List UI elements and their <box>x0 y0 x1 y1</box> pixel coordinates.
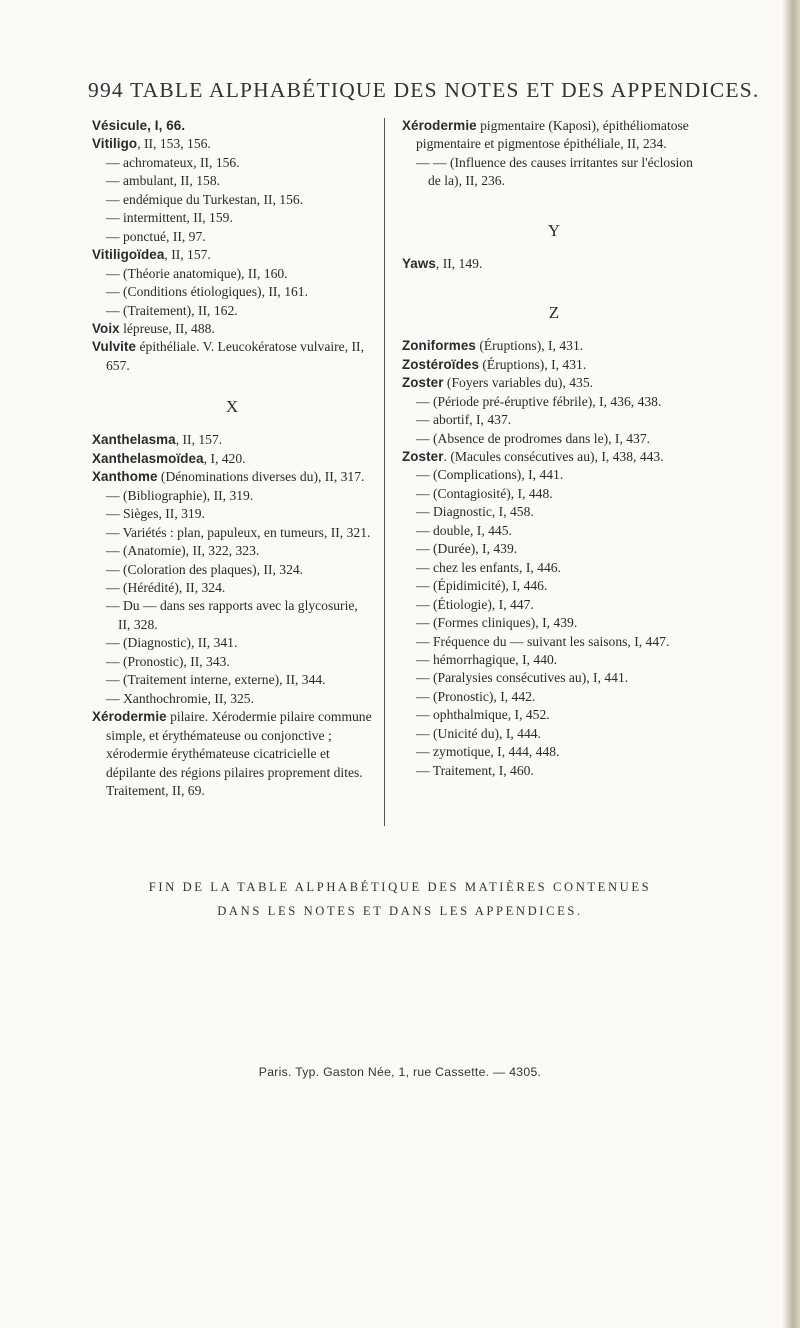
sub-entry: — (Pronostic), I, 442. <box>416 688 536 704</box>
column-divider <box>384 118 385 826</box>
entry-text: (Foyers variables du), 435. <box>443 375 594 391</box>
index-entry-zoniformes <box>402 337 706 355</box>
sub-entry: — Fréquence du — suivant les saisons, I, 447. <box>416 633 670 649</box>
sub-entry: — (Hérédité), II, 324. <box>106 579 226 595</box>
page-edge-shadow <box>782 0 800 1328</box>
index-entry-zosteroides <box>402 356 706 374</box>
index-entry-zoster-foyers <box>402 374 706 392</box>
entry-headword: Vulvite <box>92 339 137 355</box>
sub-entry: — (Coloration des plaques), II, 324. <box>106 561 304 577</box>
sub-entry: — Du — dans ses rapports avec la glycosurie, II, 328. <box>106 598 358 632</box>
entry-text: pilaire. Xérodermie pilaire commune simple, et érythémateuse ou conjonctive ; xérodermie érythémateuse cicatricielle et dépilante des régions pilaires proprement dites. Traitement, II, 69. <box>106 709 372 798</box>
section-letter-x: X <box>225 397 239 417</box>
entry-headword: Yaws <box>402 255 436 271</box>
sub-entry: — hémorrhagique, I, 440. <box>416 651 558 667</box>
sub-entry: — (Pronostic), II, 343. <box>106 653 230 669</box>
running-head: 994 TABLE ALPHABÉTIQUE DES NOTES ET DES APPENDICES. <box>88 78 760 102</box>
entry-text: pigmentaire (Kaposi), épithéliomatose pigmentaire et pigmentose épithéliale, II, 234. <box>416 118 689 152</box>
sub-entry: — (Période pré-éruptive fébrile), I, 436, 438. <box>416 393 662 409</box>
sub-entry: — (Complications), I, 441. <box>416 467 564 483</box>
sub-entry: — Diagnostic, I, 458. <box>416 504 534 520</box>
entry-text: lépreuse, II, 488. <box>119 320 215 336</box>
sub-entry: — (Épidimicité), I, 446. <box>416 578 548 594</box>
index-entry-zoster-macules <box>402 448 706 466</box>
entry-text: , I, 420. <box>203 450 246 466</box>
entry-headword: Xanthome <box>92 469 158 485</box>
entry-text: , II, 153, 156. <box>137 136 211 152</box>
sub-entry: — (Étiologie), I, 447. <box>416 596 534 612</box>
sub-entry: — (Diagnostic), II, 341. <box>106 635 238 651</box>
entry-headword: Xérodermie <box>92 709 167 725</box>
index-entry-xerodermie-pilaire <box>92 708 372 800</box>
entry-text: (Éruptions), I, 431. <box>479 356 587 372</box>
entry-text: (Dénominations diverses du), II, 317. <box>157 469 365 485</box>
sub-entry: — — (Influence des causes irritantes sur l'éclosion de la), II, 236. <box>416 154 693 189</box>
sub-entry: — chez les enfants, I, 446. <box>416 559 561 575</box>
printer-imprint: Paris. Typ. Gaston Née, 1, rue Cassette. — 4305. <box>258 1065 542 1079</box>
sub-entry: — abortif, I, 437. <box>416 412 512 428</box>
index-entry-vesicule <box>92 117 372 135</box>
entry-headword: Zostéroïdes <box>402 356 479 372</box>
index-entry-xerodermie-pigmentaire <box>402 117 706 154</box>
closing-line-2: DANS LES NOTES ET DANS LES APPENDICES. <box>217 904 583 918</box>
section-letter-y: Y <box>547 220 561 240</box>
sub-entry: — ophthalmique, I, 452. <box>416 707 550 723</box>
sub-entry: — (Formes cliniques), I, 439. <box>416 615 578 631</box>
sub-entry: — (Unicité du), I, 444. <box>416 725 541 741</box>
entry-headword: Zoster <box>402 375 444 391</box>
left-column <box>92 117 372 800</box>
sub-entry: — (Traitement interne, externe), II, 344. <box>106 672 326 688</box>
sub-entry: — double, I, 445. <box>416 522 512 538</box>
section-letter-z: Z <box>548 303 560 323</box>
entry-text: . (Macules consécutives au), I, 438, 443. <box>443 448 664 464</box>
sub-entry: — (Théorie anatomique), II, 160. <box>106 265 288 281</box>
sub-entry: — (Paralysies consécutives au), I, 441. <box>416 670 629 686</box>
sub-entry: — ponctué, II, 97. <box>106 228 206 244</box>
entry-headword: Vitiligo <box>92 136 138 152</box>
sub-entry: — Xanthochromie, II, 325. <box>106 690 254 706</box>
entry-text: , II, 157. <box>164 247 211 263</box>
index-entry-yaws <box>402 255 706 273</box>
sub-entry: — (Absence de prodromes dans le), I, 437. <box>416 430 651 446</box>
sub-entry: — (Contagiosité), I, 448. <box>416 485 553 501</box>
index-entry-vitiligo <box>92 135 372 153</box>
entry-headword: Xérodermie <box>402 118 477 133</box>
index-entry-vitiligoidea <box>92 246 372 264</box>
entry-text: Vésicule, I, 66. <box>92 118 186 133</box>
sub-entry: — Sièges, II, 319. <box>106 506 205 522</box>
sub-entry: — achromateux, II, 156. <box>106 154 240 170</box>
entry-headword: Zoniformes <box>402 338 476 354</box>
sub-entry: — zymotique, I, 444, 448. <box>416 744 560 760</box>
entry-headword: Xanthelasmoïdea <box>92 450 204 466</box>
sub-entry: — ambulant, II, 158. <box>106 173 221 189</box>
entry-text: , II, 157. <box>175 432 223 448</box>
entry-text: , II, 149. <box>435 255 483 271</box>
index-entry-xanthome <box>92 468 372 486</box>
entry-headword: Xanthelasma <box>92 432 176 448</box>
sub-entry: — (Anatomie), II, 322, 323. <box>106 543 260 559</box>
index-entry-xanthelasma <box>92 431 372 449</box>
sub-entry: — endémique du Turkestan, II, 156. <box>106 191 304 207</box>
sub-entry: — (Conditions étiologiques), II, 161. <box>106 284 309 300</box>
index-entry-voix <box>92 320 372 338</box>
index-entry-vulvite <box>92 338 372 375</box>
entry-text: (Éruptions), I, 431. <box>475 338 584 354</box>
index-entry-xanthelasmoidea <box>92 450 372 468</box>
entry-headword: Voix <box>92 320 120 336</box>
closing-line-1: FIN DE LA TABLE ALPHABÉTIQUE DES MATIÈRES CONTENUES <box>148 880 652 894</box>
sub-entry: — (Bibliographie), II, 319. <box>106 487 254 503</box>
sub-entry: — (Traitement), II, 162. <box>106 302 238 318</box>
entry-headword: Vitiligoïdea <box>92 247 165 263</box>
sub-entry: — Variétés : plan, papuleux, en tumeurs, II, 321. <box>106 524 371 540</box>
sub-entry: — Traitement, I, 460. <box>416 762 534 778</box>
entry-headword: Zoster <box>402 448 444 464</box>
sub-entry: — (Durée), I, 439. <box>416 541 518 557</box>
sub-entry: — intermittent, II, 159. <box>106 210 233 226</box>
entry-text: épithéliale. V. Leucokératose vulvaire, II, 657. <box>106 339 364 373</box>
right-column <box>402 117 706 780</box>
